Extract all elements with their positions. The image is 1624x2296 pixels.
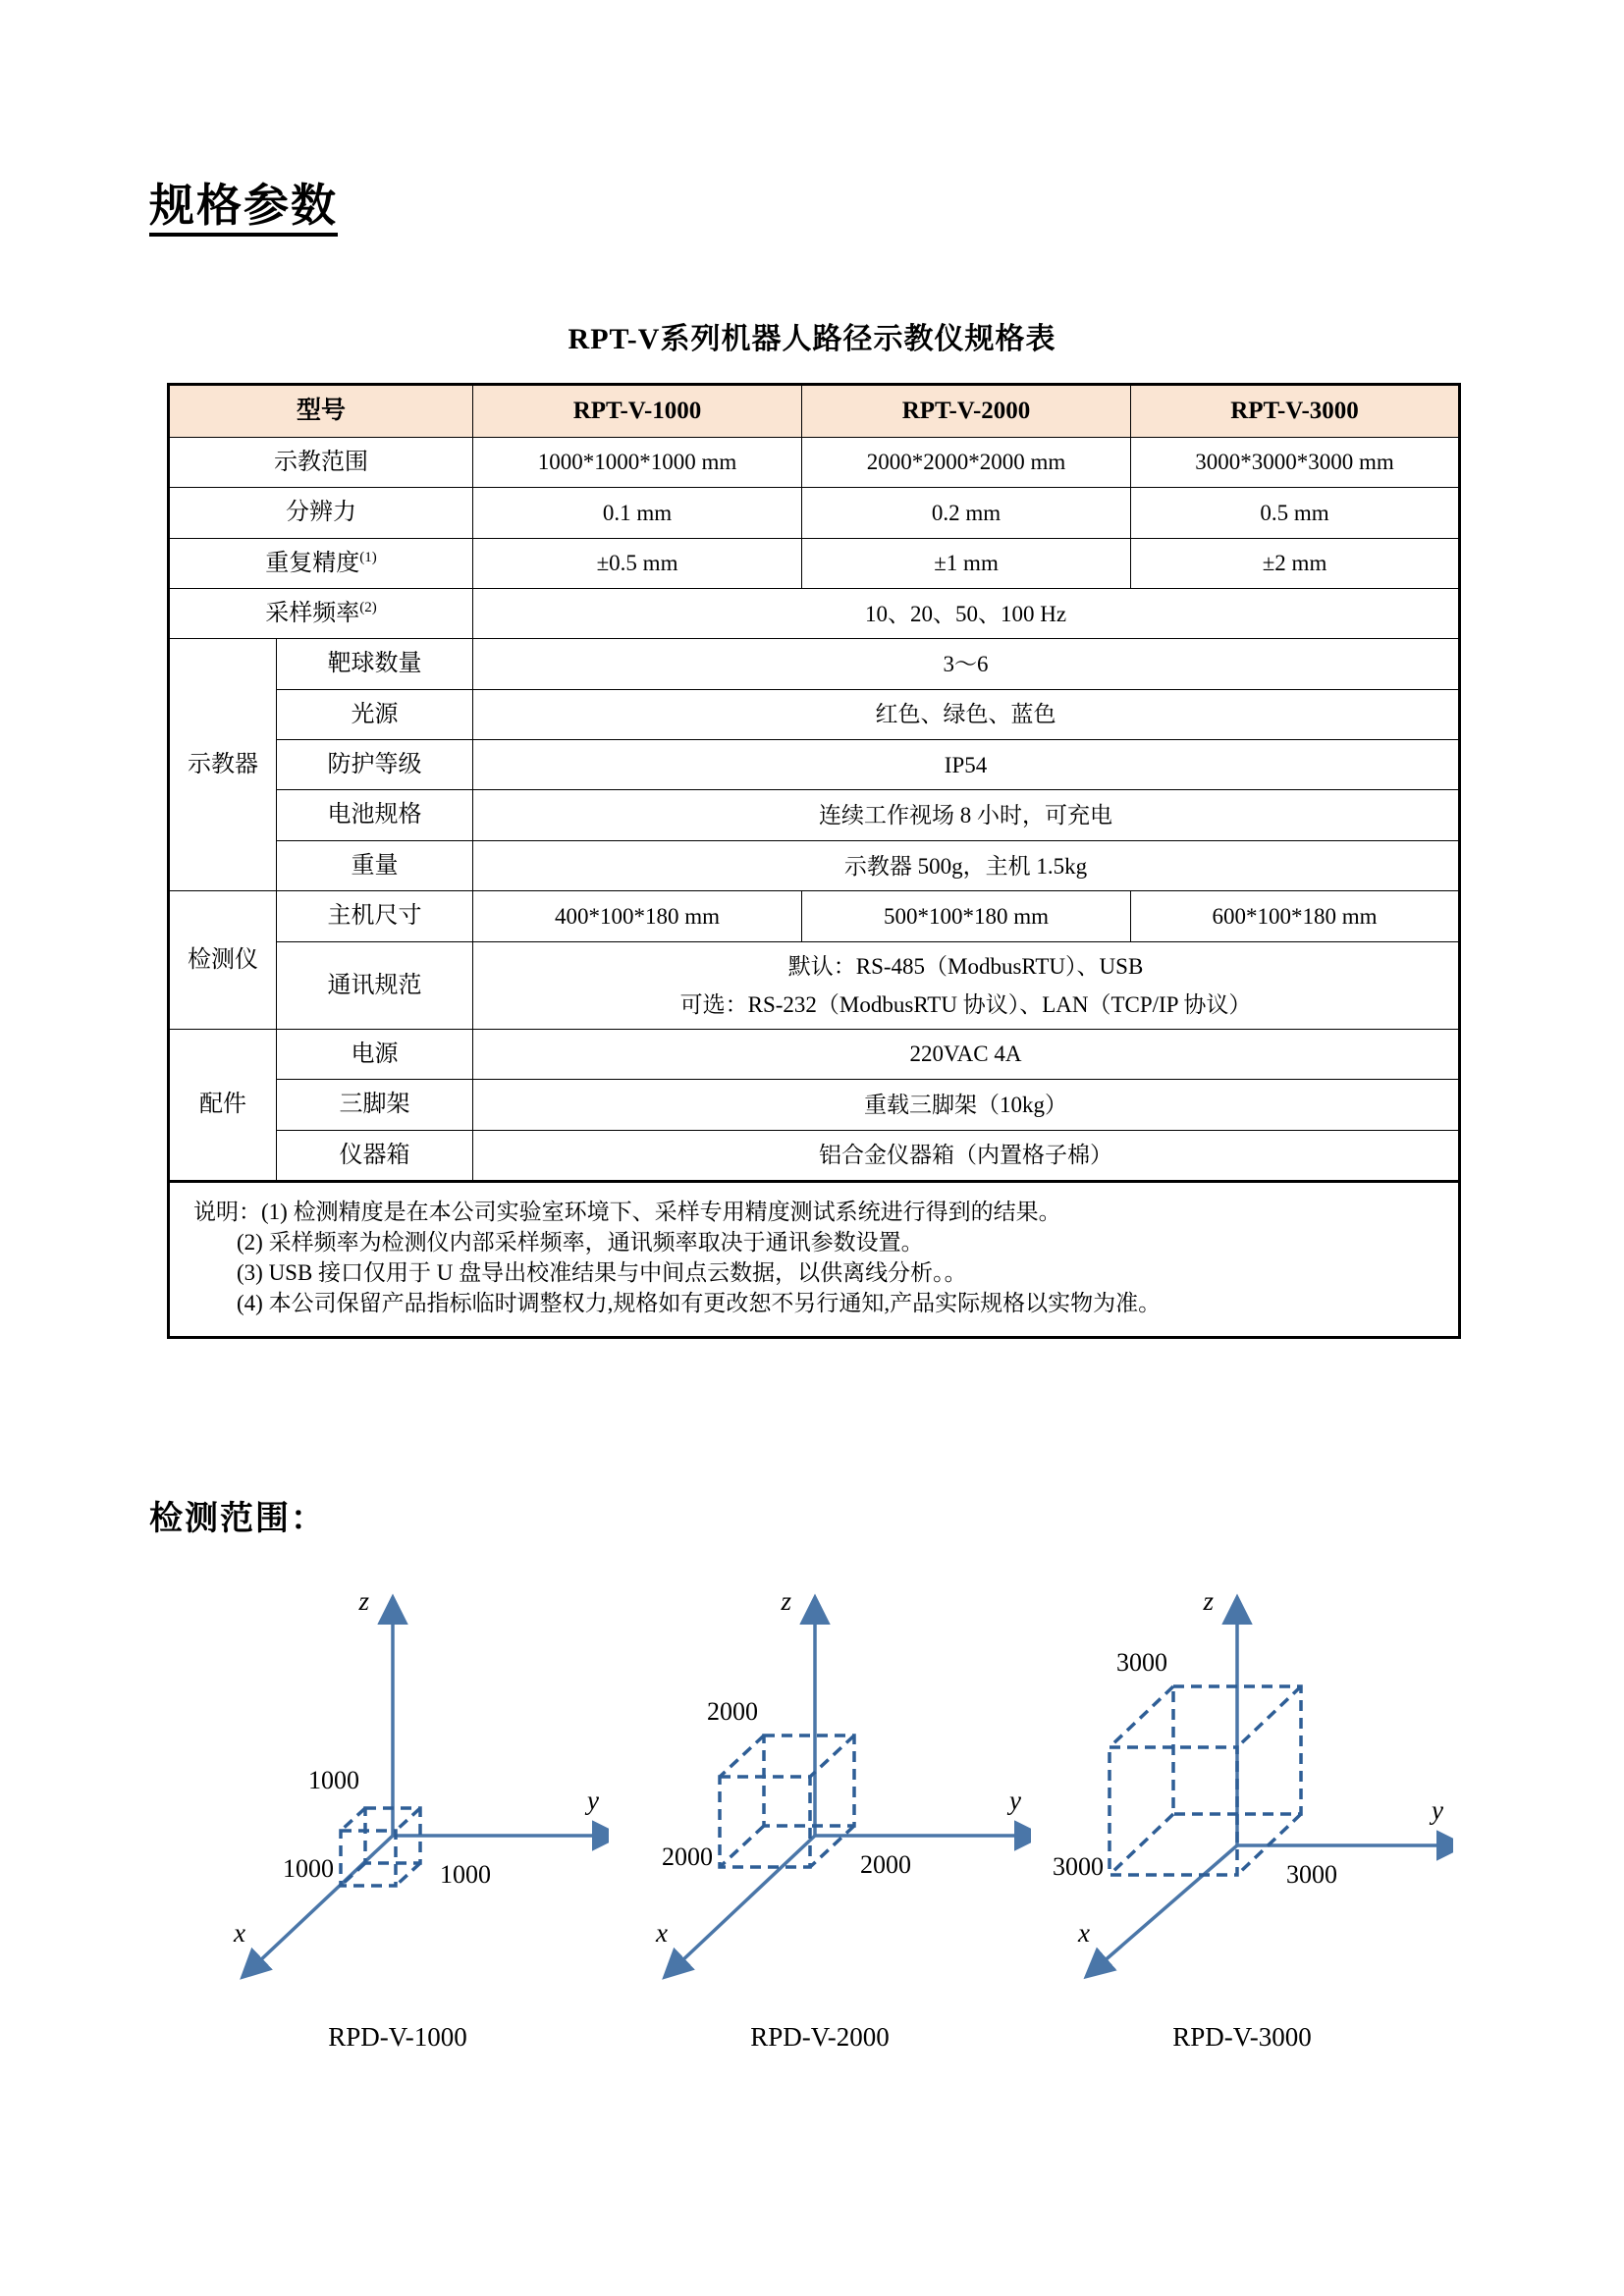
light-source-value: 红色、绿色、蓝色 — [473, 689, 1460, 739]
repeat-accuracy-2000: ±1 mm — [802, 538, 1131, 588]
resolution-1000: 0.1 mm — [473, 488, 802, 538]
header-model-2000: RPT-V-2000 — [802, 385, 1131, 438]
range-label-x: 2000 — [662, 1842, 713, 1871]
table-row-light-source — [169, 689, 1460, 739]
specification-table — [167, 383, 1461, 1339]
row-label-target-ball-count: 靶球数量 — [277, 639, 473, 689]
diagram-caption-2000: RPD-V-2000 — [750, 2022, 890, 2052]
battery-spec-value: 连续工作视场 8 小时，可充电 — [473, 790, 1460, 840]
range-label-y: 3000 — [1286, 1860, 1337, 1889]
section-heading-detection-range: 检测范围： — [149, 1500, 326, 1537]
repeat-accuracy-3000: ±2 mm — [1131, 538, 1460, 588]
target-ball-count-value: 3～6 — [473, 639, 1460, 689]
group-label-accessory: 配件 — [169, 1029, 277, 1181]
axis-label-x: x — [1078, 1918, 1090, 1948]
detection-range-diagrams — [147, 1571, 1522, 2160]
resolution-2000: 0.2 mm — [802, 488, 1131, 538]
group-label-teacher: 示教器 — [169, 639, 277, 891]
row-label-battery-spec: 电池规格 — [277, 790, 473, 840]
table-row-host-size — [169, 891, 1460, 941]
teach-range-2000: 2000*2000*2000 mm — [802, 437, 1131, 487]
axis-diagram-1000-svg — [187, 1571, 609, 2012]
row-label-sampling-rate-sup: (2) — [359, 599, 377, 615]
table-header-row — [169, 385, 1460, 438]
communication-value — [473, 941, 1460, 1029]
row-label-weight: 重量 — [277, 840, 473, 890]
tripod-value: 重载三脚架（10kg） — [473, 1080, 1460, 1130]
row-label-sampling-rate-text: 采样频率 — [265, 600, 360, 626]
axis-label-y: y — [1009, 1786, 1021, 1815]
table-row-sampling-rate — [169, 588, 1460, 638]
table-row-communication — [169, 941, 1460, 1029]
weight-value: 示教器 500g，主机 1.5kg — [473, 840, 1460, 890]
note-1: 说明：(1) 检测精度是在本公司实验室环境下、采样专用精度测试系统进行得到的结果。 — [193, 1199, 1061, 1224]
sampling-rate-value: 10、20、50、100 Hz — [473, 588, 1460, 638]
note-3: (3) USB 接口仅用于 U 盘导出校准结果与中间点云数据，以供离线分析。。 — [237, 1260, 967, 1286]
protection-rating-value: IP54 — [473, 740, 1460, 790]
table-row-protection-rating — [169, 740, 1460, 790]
row-label-repeat-accuracy-text: 重复精度 — [265, 550, 360, 576]
table-row-power-supply — [169, 1029, 1460, 1079]
repeat-accuracy-1000: ±0.5 mm — [473, 538, 802, 588]
header-model-1000: RPT-V-1000 — [473, 385, 802, 438]
table-row-battery-spec — [169, 790, 1460, 840]
range-label-z: 2000 — [707, 1697, 758, 1726]
power-supply-value: 220VAC 4A — [473, 1029, 1460, 1079]
diagram-rpd-v-3000 — [1031, 1571, 1453, 2012]
axis-diagram-2000-svg — [609, 1571, 1031, 2012]
host-size-1000: 400*100*180 mm — [473, 891, 802, 941]
axis-label-z: z — [781, 1586, 791, 1616]
row-label-repeat-accuracy — [169, 538, 473, 588]
diagram-caption-1000: RPD-V-1000 — [328, 2022, 467, 2052]
teach-range-1000: 1000*1000*1000 mm — [473, 437, 802, 487]
range-label-y: 2000 — [860, 1850, 911, 1879]
row-label-host-size: 主机尺寸 — [277, 891, 473, 941]
row-label-protection-rating: 防护等级 — [277, 740, 473, 790]
host-size-2000: 500*100*180 mm — [802, 891, 1131, 941]
axis-label-y: y — [587, 1786, 599, 1815]
table-row-teach-range — [169, 437, 1460, 487]
range-cube-2000 — [720, 1735, 854, 1867]
range-label-y: 1000 — [440, 1860, 491, 1889]
range-label-x: 3000 — [1053, 1852, 1104, 1881]
row-label-light-source: 光源 — [277, 689, 473, 739]
range-label-z: 3000 — [1116, 1648, 1167, 1677]
table-row-notes — [169, 1181, 1460, 1337]
group-label-detector: 检测仪 — [169, 891, 277, 1029]
axis-label-y: y — [1432, 1795, 1443, 1825]
table-row-resolution — [169, 488, 1460, 538]
axis-diagram-3000-svg — [1031, 1571, 1453, 2012]
table-row-instrument-case — [169, 1130, 1460, 1181]
header-model-3000: RPT-V-3000 — [1131, 385, 1460, 438]
row-label-power-supply: 电源 — [277, 1029, 473, 1079]
axis-label-x: x — [656, 1918, 668, 1948]
note-4: (4) 本公司保留产品指标临时调整权力,规格如有更改恕不另行通知,产品实际规格以实物为准。 — [237, 1291, 1162, 1316]
teach-range-3000: 3000*3000*3000 mm — [1131, 437, 1460, 487]
notes-cell — [169, 1181, 1460, 1337]
table-row-tripod — [169, 1080, 1460, 1130]
section-heading-specifications: 规格参数 — [149, 182, 338, 237]
table-row-repeat-accuracy — [169, 538, 1460, 588]
table-row-target-ball-count — [169, 639, 1460, 689]
table-row-weight — [169, 840, 1460, 890]
range-label-x: 1000 — [283, 1854, 334, 1883]
row-label-resolution: 分辨力 — [169, 488, 473, 538]
spec-table-title: RPT-V系列机器人路径示教仪规格表 — [568, 323, 1056, 355]
row-label-teach-range: 示教范围 — [169, 437, 473, 487]
row-label-repeat-accuracy-sup: (1) — [359, 549, 377, 565]
spec-table-container — [167, 383, 1458, 1339]
axis-label-x: x — [234, 1918, 245, 1948]
instrument-case-value: 铝合金仪器箱（内置格子棉） — [473, 1130, 1460, 1181]
header-model-label: 型号 — [169, 385, 473, 438]
diagram-caption-3000: RPD-V-3000 — [1172, 2022, 1312, 2052]
row-label-sampling-rate — [169, 588, 473, 638]
communication-default: 默认：RS-485（ModbusRTU）、USB — [787, 953, 1144, 979]
range-label-z: 1000 — [308, 1766, 359, 1794]
row-label-tripod: 三脚架 — [277, 1080, 473, 1130]
note-2: (2) 采样频率为检测仪内部采样频率，通讯频率取决于通讯参数设置。 — [237, 1229, 924, 1255]
axis-label-z: z — [1203, 1586, 1214, 1616]
row-label-instrument-case: 仪器箱 — [277, 1130, 473, 1181]
axis-label-z: z — [358, 1586, 369, 1616]
resolution-3000: 0.5 mm — [1131, 488, 1460, 538]
diagram-rpd-v-1000 — [187, 1571, 609, 2012]
host-size-3000: 600*100*180 mm — [1131, 891, 1460, 941]
communication-optional: 可选：RS-232（ModbusRTU 协议）、LAN（TCP/IP 协议） — [679, 991, 1252, 1017]
row-label-communication: 通讯规范 — [277, 941, 473, 1029]
diagram-rpd-v-2000 — [609, 1571, 1031, 2012]
